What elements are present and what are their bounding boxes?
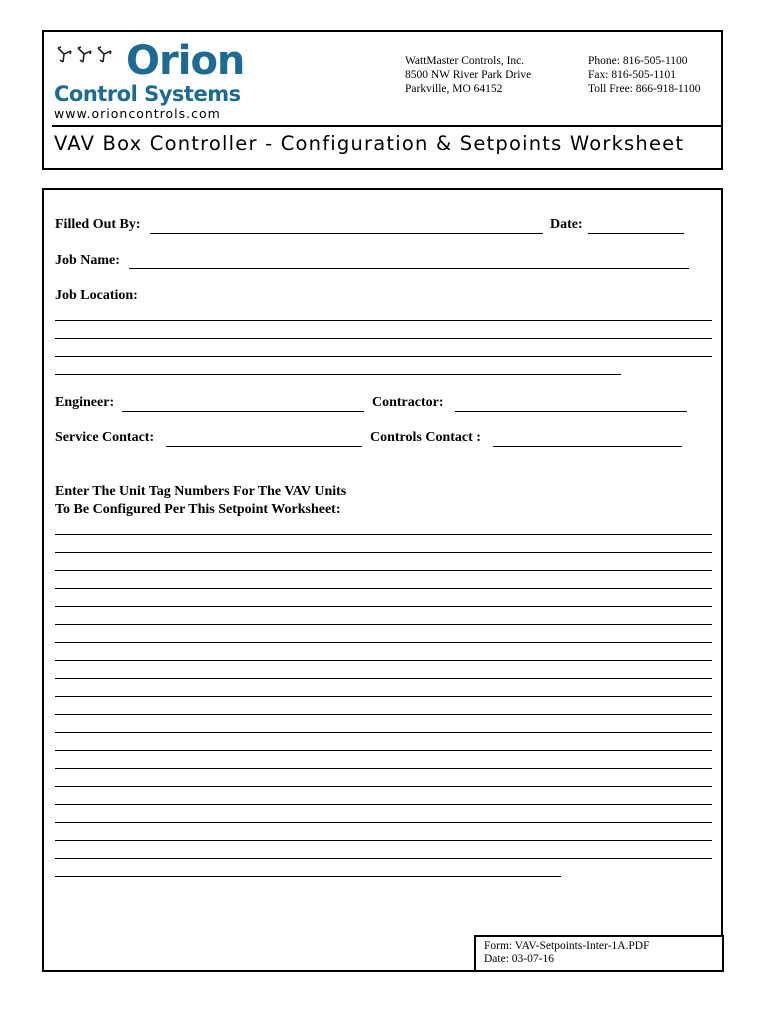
company-contact bbox=[588, 54, 700, 96]
logo-subtitle: Control Systems bbox=[54, 82, 241, 106]
service-contact-field[interactable] bbox=[166, 446, 362, 447]
unit-tag-line[interactable] bbox=[55, 858, 712, 859]
unit-tag-line[interactable] bbox=[55, 696, 712, 697]
unit-tag-line[interactable] bbox=[55, 786, 712, 787]
orion-logo bbox=[54, 38, 264, 108]
filled-out-by-field[interactable] bbox=[150, 233, 543, 234]
logo-brand: Orion bbox=[126, 38, 245, 84]
contractor-label: Contractor: bbox=[372, 395, 444, 410]
title-divider bbox=[52, 125, 721, 127]
job-location-line[interactable] bbox=[55, 338, 712, 339]
form-id: Form: VAV-Setpoints-Inter-1A.PDF bbox=[484, 940, 650, 952]
unit-tag-line[interactable] bbox=[55, 714, 712, 715]
page-title: VAV Box Controller - Configuration & Setpoints Worksheet bbox=[54, 132, 685, 155]
website-link[interactable]: www.orioncontrols.com bbox=[54, 106, 221, 121]
filled-out-by-label: Filled Out By: bbox=[55, 217, 141, 232]
unit-tag-line[interactable] bbox=[55, 822, 712, 823]
unit-tag-line[interactable] bbox=[55, 678, 712, 679]
unit-tag-line[interactable] bbox=[55, 642, 712, 643]
job-name-label: Job Name: bbox=[55, 253, 120, 268]
job-name-field[interactable] bbox=[129, 268, 689, 269]
controls-contact-label: Controls Contact : bbox=[370, 430, 481, 445]
company-address bbox=[405, 54, 531, 96]
unit-tag-line[interactable] bbox=[55, 570, 712, 571]
worksheet-form bbox=[42, 188, 723, 972]
form-info-box bbox=[474, 935, 724, 972]
turbine-fan-icon bbox=[54, 38, 124, 74]
unit-tags-instruction: To Be Configured Per This Setpoint Worksheet: bbox=[55, 502, 341, 517]
unit-tag-line[interactable] bbox=[55, 624, 712, 625]
unit-tag-line[interactable] bbox=[55, 660, 712, 661]
job-location-line[interactable] bbox=[55, 320, 712, 321]
company-address-line1: 8500 NW River Park Drive bbox=[405, 69, 532, 81]
date-field[interactable] bbox=[588, 233, 684, 234]
company-name: WattMaster Controls, Inc. bbox=[405, 55, 525, 67]
unit-tag-line[interactable] bbox=[55, 840, 712, 841]
unit-tag-line[interactable] bbox=[55, 768, 712, 769]
unit-tag-line[interactable] bbox=[55, 606, 712, 607]
tollfree-number: Toll Free: 866-918-1100 bbox=[588, 83, 701, 95]
header-box bbox=[42, 30, 723, 170]
job-location-label: Job Location: bbox=[55, 288, 138, 303]
unit-tag-line[interactable] bbox=[55, 732, 712, 733]
unit-tag-line[interactable] bbox=[55, 534, 712, 535]
form-date: Date: 03-07-16 bbox=[484, 953, 554, 965]
unit-tag-line[interactable] bbox=[55, 876, 561, 877]
unit-tag-line[interactable] bbox=[55, 804, 712, 805]
unit-tag-line[interactable] bbox=[55, 588, 712, 589]
job-location-line[interactable] bbox=[55, 374, 621, 375]
engineer-field[interactable] bbox=[122, 411, 364, 412]
job-location-line[interactable] bbox=[55, 356, 712, 357]
service-contact-label: Service Contact: bbox=[55, 430, 155, 445]
controls-contact-field[interactable] bbox=[493, 446, 682, 447]
date-label: Date: bbox=[550, 217, 583, 232]
company-address-line2: Parkville, MO 64152 bbox=[405, 83, 503, 95]
fax-number: Fax: 816-505-1101 bbox=[588, 69, 677, 81]
engineer-label: Engineer: bbox=[55, 395, 115, 410]
unit-tag-line[interactable] bbox=[55, 552, 712, 553]
unit-tag-line[interactable] bbox=[55, 750, 712, 751]
contractor-field[interactable] bbox=[455, 411, 687, 412]
unit-tags-instruction: Enter The Unit Tag Numbers For The VAV Units bbox=[55, 484, 347, 499]
phone-number: Phone: 816-505-1100 bbox=[588, 55, 688, 67]
